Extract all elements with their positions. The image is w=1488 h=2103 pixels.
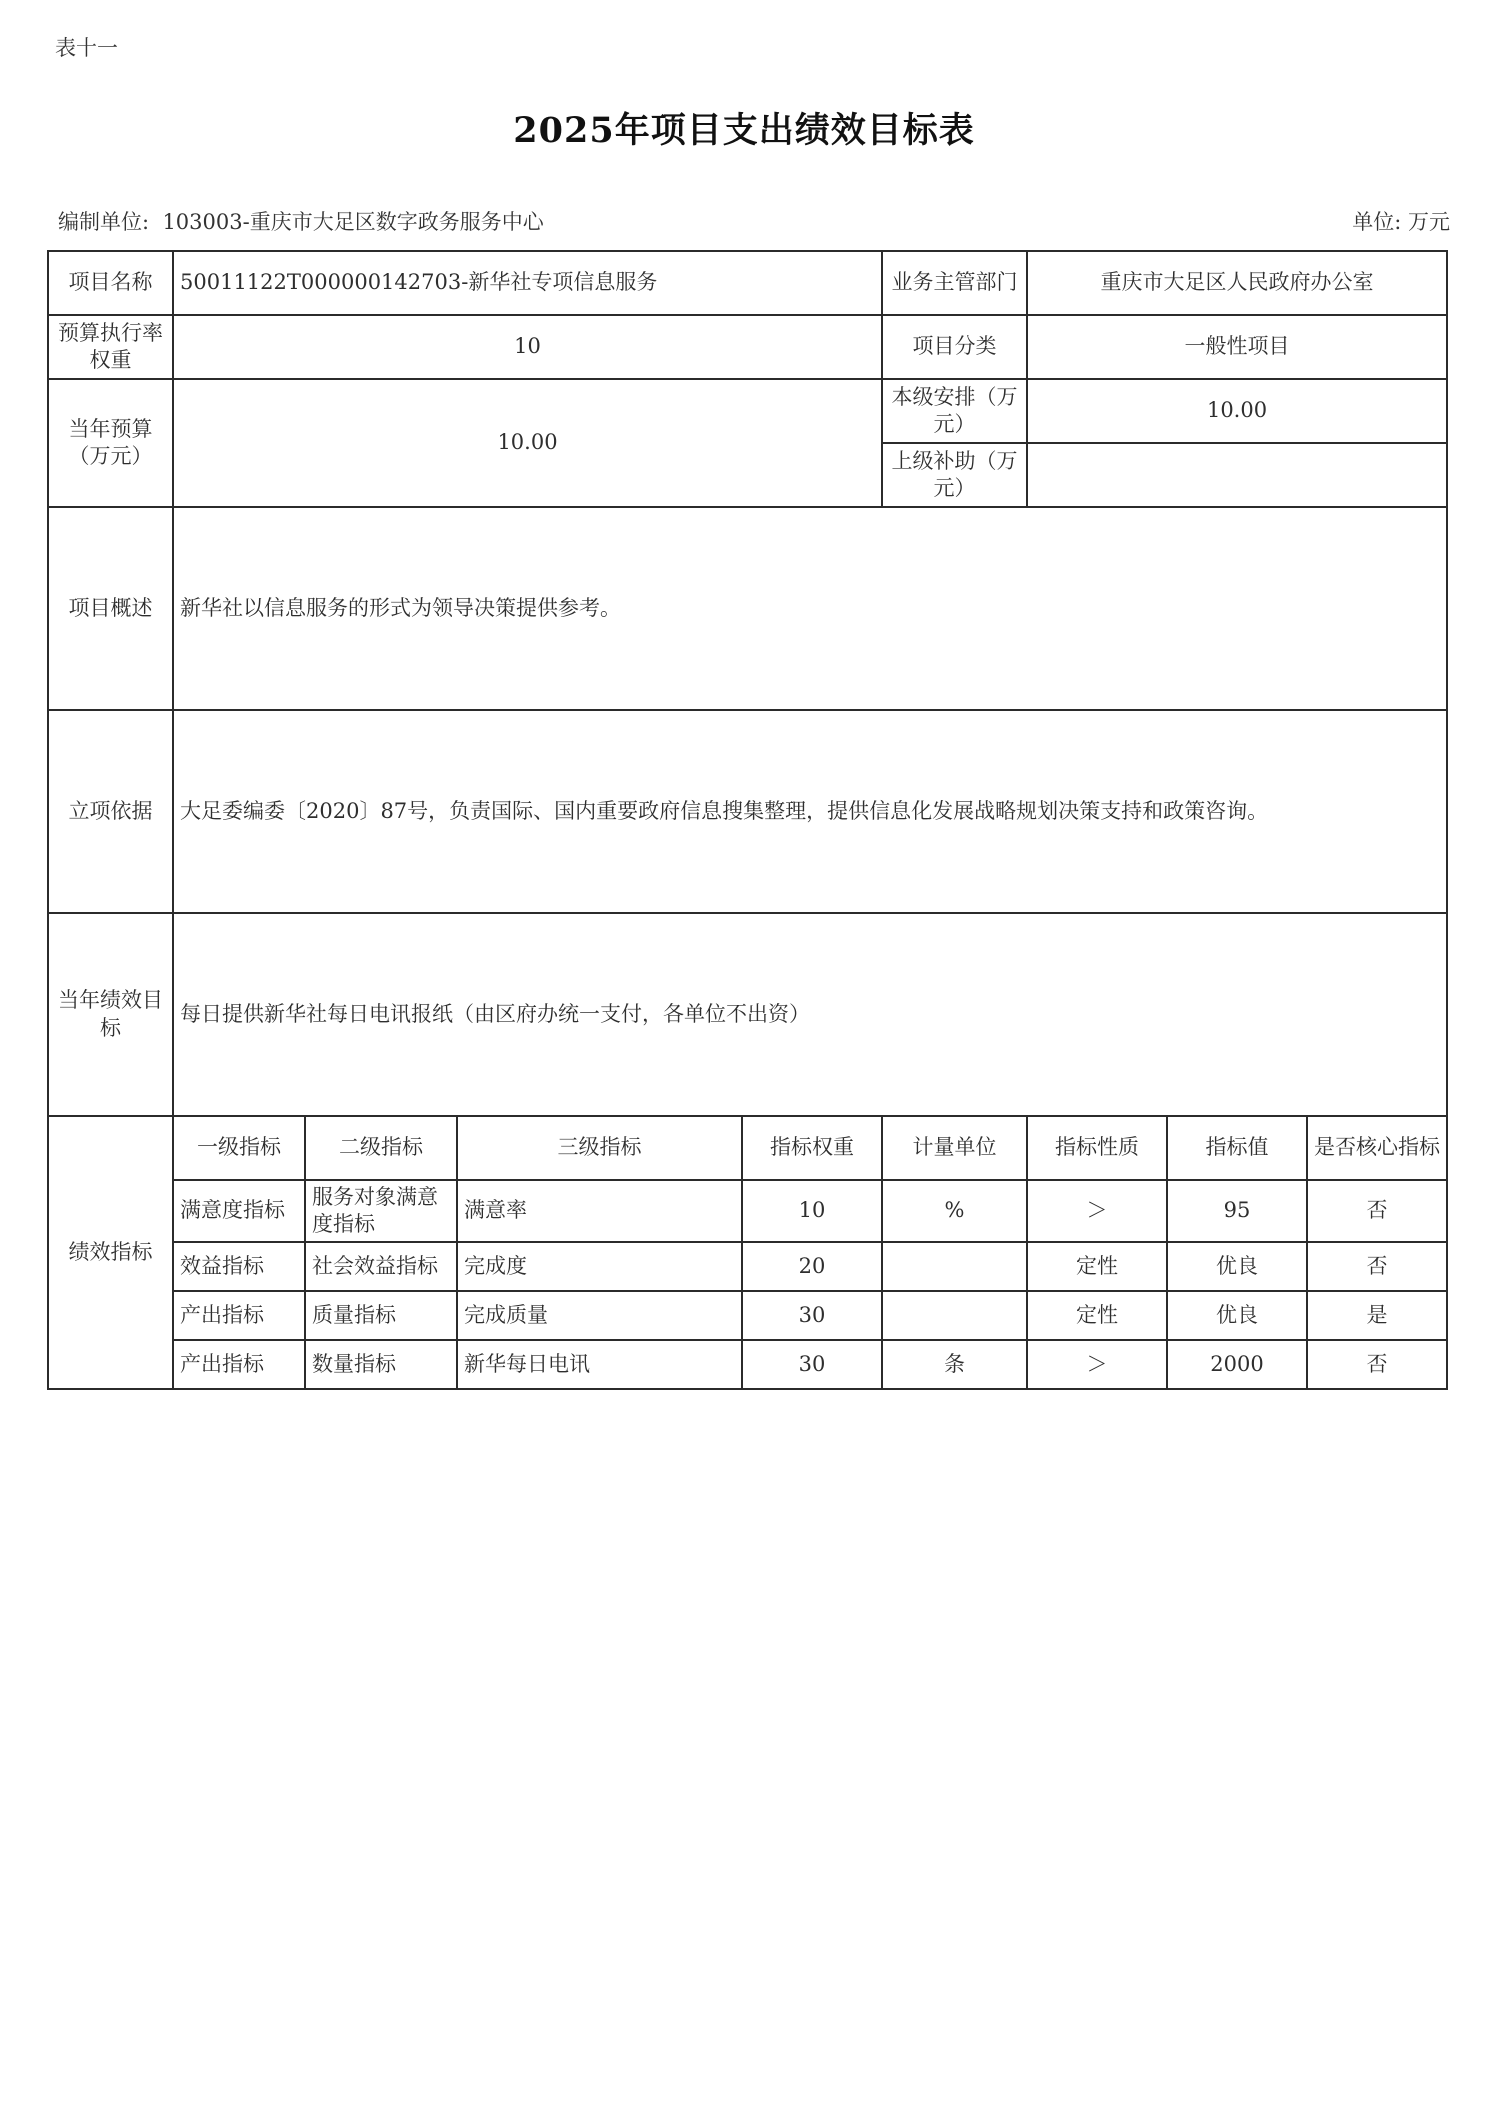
cell-unit	[882, 1242, 1027, 1291]
compiling-unit-value: 103003-重庆市大足区数字政务服务中心	[162, 210, 544, 234]
row-annual-goal	[48, 913, 1447, 1116]
currency-unit-value: 万元	[1408, 210, 1450, 234]
cell-level2: 服务对象满意度指标	[305, 1180, 457, 1242]
overview-value: 新华社以信息服务的形式为领导决策提供参考。	[173, 507, 1447, 710]
local-arrangement-label: 本级安排（万元）	[882, 379, 1027, 443]
row-exec-rate	[48, 315, 1447, 379]
category-value: 一般性项目	[1027, 315, 1447, 379]
header-unit: 计量单位	[882, 1116, 1027, 1180]
header-core: 是否核心指标	[1307, 1116, 1447, 1180]
project-name-label: 项目名称	[48, 251, 173, 315]
header-level3: 三级指标	[457, 1116, 742, 1180]
cell-level1: 满意度指标	[173, 1180, 305, 1242]
local-arrangement-value: 10.00	[1027, 379, 1447, 443]
dept-label: 业务主管部门	[882, 251, 1027, 315]
cell-level1: 产出指标	[173, 1291, 305, 1340]
annual-goal-value: 每日提供新华社每日电讯报纸（由区府办统一支付，各单位不出资）	[173, 913, 1447, 1116]
page-title: 2025年项目支出绩效目标表	[513, 110, 975, 151]
cell-level2: 社会效益指标	[305, 1242, 457, 1291]
currency-unit-label: 单位:	[1352, 210, 1402, 234]
header-value: 指标值	[1167, 1116, 1307, 1180]
cell-value: 2000	[1167, 1340, 1307, 1389]
overview-label: 项目概述	[48, 507, 173, 710]
cell-nature: ＞	[1027, 1180, 1167, 1242]
row-overview	[48, 507, 1447, 710]
budget-value: 10.00	[173, 379, 882, 507]
cell-level1: 效益指标	[173, 1242, 305, 1291]
cell-nature: 定性	[1027, 1291, 1167, 1340]
cell-nature: 定性	[1027, 1242, 1167, 1291]
cell-level1: 产出指标	[173, 1340, 305, 1389]
compiling-unit	[58, 206, 544, 236]
indicators-section-label: 绩效指标	[48, 1116, 173, 1389]
cell-unit: 条	[882, 1340, 1027, 1389]
cell-unit	[882, 1291, 1027, 1340]
compiling-unit-label: 编制单位:	[58, 210, 150, 234]
category-label: 项目分类	[882, 315, 1027, 379]
exec-rate-label: 预算执行率权重	[48, 315, 173, 379]
dept-value: 重庆市大足区人民政府办公室	[1027, 251, 1447, 315]
cell-level2: 质量指标	[305, 1291, 457, 1340]
indicator-row	[48, 1242, 1447, 1291]
cell-level3: 完成质量	[457, 1291, 742, 1340]
annual-goal-label: 当年绩效目标	[48, 913, 173, 1116]
cell-weight: 30	[742, 1340, 882, 1389]
cell-value: 优良	[1167, 1291, 1307, 1340]
cell-level3: 完成度	[457, 1242, 742, 1291]
header-nature: 指标性质	[1027, 1116, 1167, 1180]
header-level1: 一级指标	[173, 1116, 305, 1180]
cell-weight: 10	[742, 1180, 882, 1242]
form-code: 表十一	[55, 36, 118, 60]
cell-value: 优良	[1167, 1242, 1307, 1291]
cell-level2: 数量指标	[305, 1340, 457, 1389]
row-project-name	[48, 251, 1447, 315]
header-weight: 指标权重	[742, 1116, 882, 1180]
indicator-row	[48, 1291, 1447, 1340]
cell-core: 否	[1307, 1242, 1447, 1291]
upper-subsidy-label: 上级补助（万元）	[882, 443, 1027, 507]
cell-core: 否	[1307, 1340, 1447, 1389]
row-budget-local	[48, 379, 1447, 443]
cell-level3: 满意率	[457, 1180, 742, 1242]
basis-value: 大足委编委〔2020〕87号，负责国际、国内重要政府信息搜集整理，提供信息化发展战略规划决策支持和政策咨询。	[173, 710, 1447, 913]
row-basis	[48, 710, 1447, 913]
upper-subsidy-value	[1027, 443, 1447, 507]
budget-label: 当年预算（万元）	[48, 379, 173, 507]
header-level2: 二级指标	[305, 1116, 457, 1180]
basis-label: 立项依据	[48, 710, 173, 913]
cell-core: 是	[1307, 1291, 1447, 1340]
cell-unit: %	[882, 1180, 1027, 1242]
cell-value: 95	[1167, 1180, 1307, 1242]
currency-unit	[1352, 206, 1450, 236]
indicator-header-row	[48, 1116, 1447, 1180]
exec-rate-value: 10	[173, 315, 882, 379]
project-name-value: 50011122T000000142703-新华社专项信息服务	[173, 251, 882, 315]
cell-weight: 30	[742, 1291, 882, 1340]
indicator-row	[48, 1180, 1447, 1242]
cell-level3: 新华每日电讯	[457, 1340, 742, 1389]
cell-core: 否	[1307, 1180, 1447, 1242]
indicator-row	[48, 1340, 1447, 1389]
cell-nature: ＞	[1027, 1340, 1167, 1389]
cell-weight: 20	[742, 1242, 882, 1291]
performance-target-table	[47, 250, 1448, 1390]
